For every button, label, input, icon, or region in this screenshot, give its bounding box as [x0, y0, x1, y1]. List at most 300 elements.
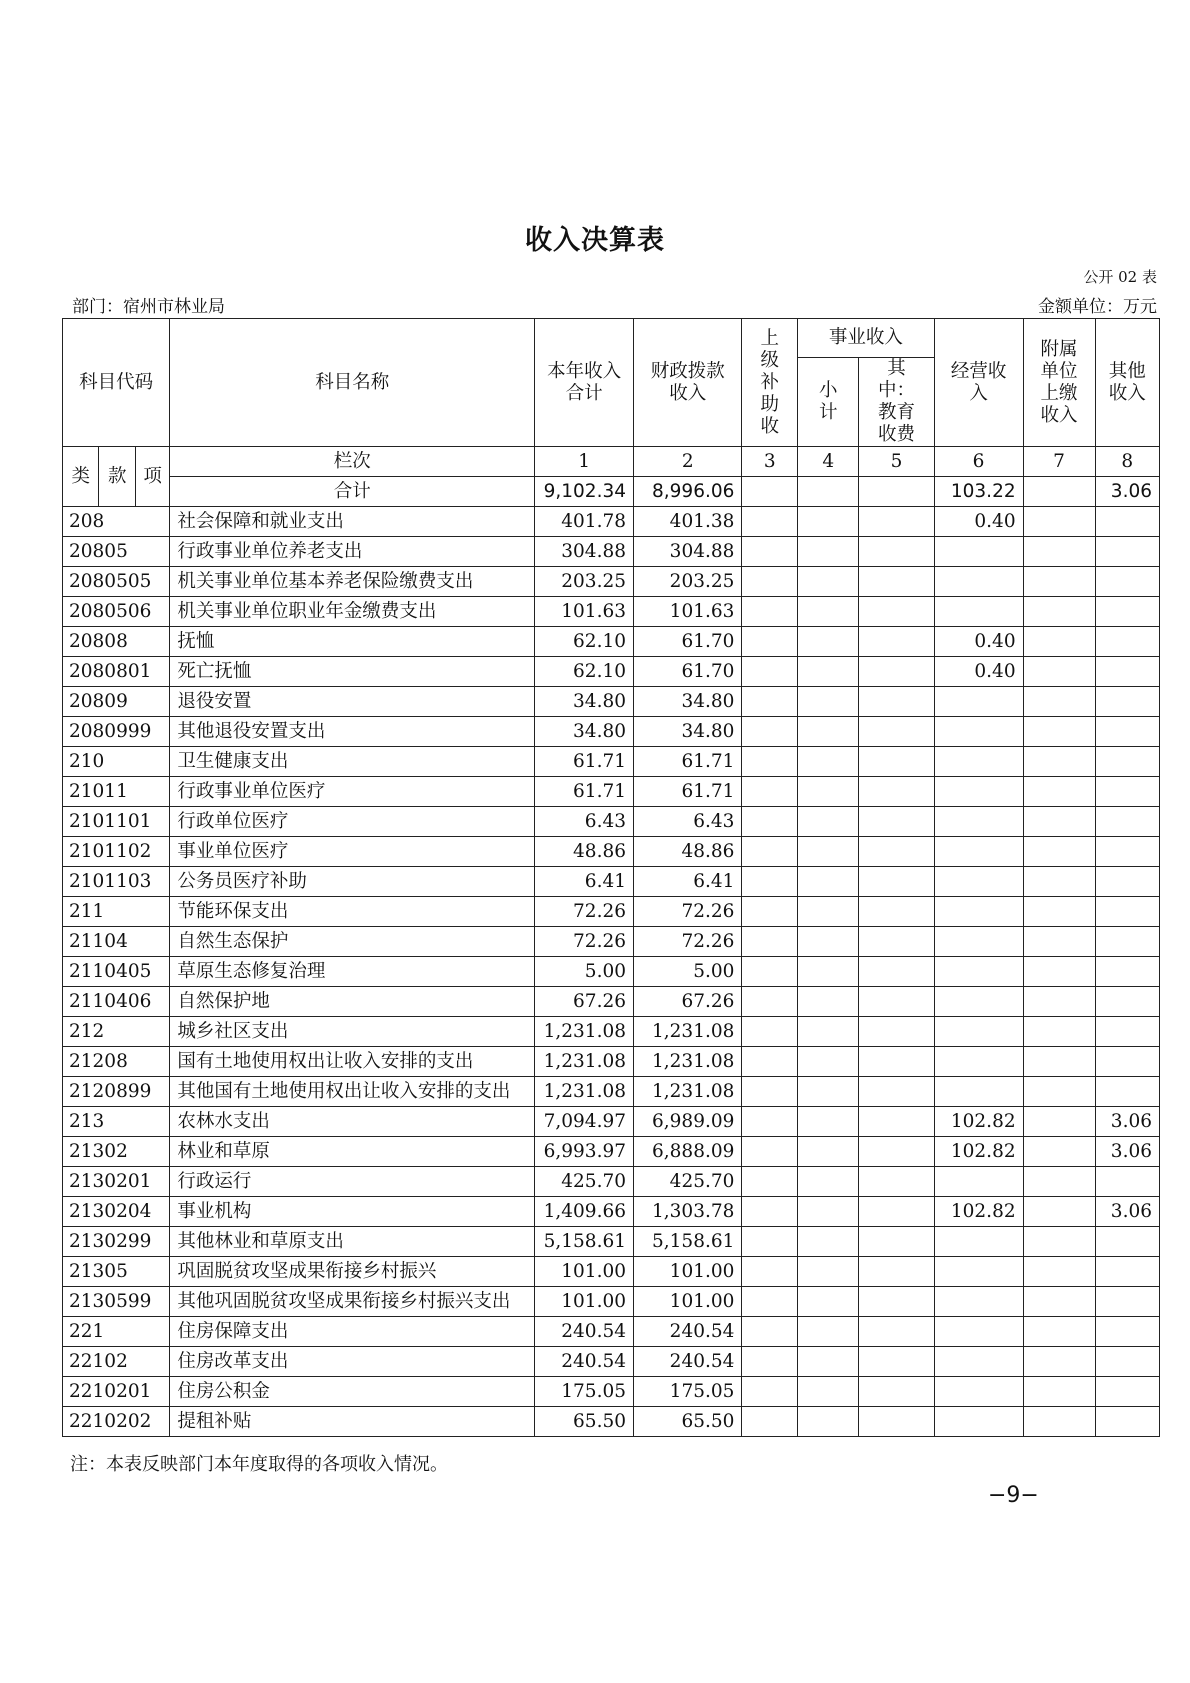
row-subtotal — [798, 1167, 859, 1197]
row-code: 21208 — [63, 1047, 170, 1077]
header-operating: 经营收入 — [934, 319, 1023, 447]
row-fiscal: 61.71 — [634, 747, 742, 777]
row-name: 公务员医疗补助 — [170, 867, 535, 897]
row-other — [1095, 567, 1159, 597]
row-affiliated — [1023, 1197, 1095, 1227]
row-fiscal: 6.41 — [634, 867, 742, 897]
table-row — [63, 1377, 1160, 1407]
row-code: 208 — [63, 507, 170, 537]
row-other — [1095, 1227, 1159, 1257]
row-operating — [934, 867, 1023, 897]
row-total: 7,094.97 — [535, 1107, 634, 1137]
row-operating — [934, 987, 1023, 1017]
row-total: 240.54 — [535, 1317, 634, 1347]
row-total: 67.26 — [535, 987, 634, 1017]
row-upper — [742, 777, 798, 807]
row-upper — [742, 1017, 798, 1047]
row-name: 其他退役安置支出 — [170, 717, 535, 747]
row-other — [1095, 1167, 1159, 1197]
row-subtotal — [798, 897, 859, 927]
row-subtotal — [798, 1197, 859, 1227]
row-operating — [934, 1227, 1023, 1257]
row-operating — [934, 597, 1023, 627]
row-upper — [742, 507, 798, 537]
row-subtotal — [798, 1407, 859, 1437]
row-affiliated — [1023, 897, 1095, 927]
row-affiliated — [1023, 987, 1095, 1017]
row-total: 1,231.08 — [535, 1017, 634, 1047]
row-fiscal: 101.00 — [634, 1257, 742, 1287]
table-row — [63, 507, 1160, 537]
row-fiscal: 72.26 — [634, 927, 742, 957]
row-code: 2110406 — [63, 987, 170, 1017]
row-total: 65.50 — [535, 1407, 634, 1437]
header-lei: 类 — [63, 447, 99, 507]
table-row — [63, 1167, 1160, 1197]
row-fiscal: 101.00 — [634, 1287, 742, 1317]
row-operating — [934, 567, 1023, 597]
row-code: 2210202 — [63, 1407, 170, 1437]
row-name: 事业机构 — [170, 1197, 535, 1227]
row-fiscal: 67.26 — [634, 987, 742, 1017]
row-total: 6,993.97 — [535, 1137, 634, 1167]
row-name: 退役安置 — [170, 687, 535, 717]
row-upper — [742, 927, 798, 957]
row-affiliated — [1023, 747, 1095, 777]
table-row — [63, 807, 1160, 837]
row-name: 提租补贴 — [170, 1407, 535, 1437]
row-fiscal: 240.54 — [634, 1347, 742, 1377]
row-affiliated — [1023, 1107, 1095, 1137]
row-upper — [742, 987, 798, 1017]
row-upper — [742, 957, 798, 987]
row-code: 2101102 — [63, 837, 170, 867]
row-edu — [859, 1347, 934, 1377]
row-code: 2210201 — [63, 1377, 170, 1407]
row-name: 行政单位医疗 — [170, 807, 535, 837]
row-total: 101.63 — [535, 597, 634, 627]
row-code: 20809 — [63, 687, 170, 717]
row-upper — [742, 687, 798, 717]
row-edu — [859, 1107, 934, 1137]
row-total: 304.88 — [535, 537, 634, 567]
row-code: 212 — [63, 1017, 170, 1047]
row-total: 5.00 — [535, 957, 634, 987]
row-upper — [742, 1197, 798, 1227]
row-upper — [742, 1407, 798, 1437]
row-other — [1095, 687, 1159, 717]
row-subtotal — [798, 957, 859, 987]
total-label: 合计 — [170, 477, 535, 507]
row-other: 3.06 — [1095, 1137, 1159, 1167]
header-fiscal: 财政拨款收入 — [634, 319, 742, 447]
row-affiliated — [1023, 1377, 1095, 1407]
row-fiscal: 1,231.08 — [634, 1077, 742, 1107]
row-affiliated — [1023, 927, 1095, 957]
row-operating — [934, 777, 1023, 807]
row-fiscal: 6,888.09 — [634, 1137, 742, 1167]
row-edu — [859, 1197, 934, 1227]
row-other — [1095, 717, 1159, 747]
row-code: 2080505 — [63, 567, 170, 597]
row-fiscal: 61.70 — [634, 627, 742, 657]
table-row — [63, 657, 1160, 687]
row-other — [1095, 537, 1159, 567]
table-row — [63, 1197, 1160, 1227]
row-code: 21305 — [63, 1257, 170, 1287]
row-name: 巩固脱贫攻坚成果衔接乡村振兴 — [170, 1257, 535, 1287]
row-fiscal: 61.70 — [634, 657, 742, 687]
row-fiscal: 34.80 — [634, 717, 742, 747]
row-upper — [742, 1377, 798, 1407]
row-edu — [859, 657, 934, 687]
row-edu — [859, 777, 934, 807]
row-affiliated — [1023, 1287, 1095, 1317]
row-affiliated — [1023, 1257, 1095, 1287]
row-other — [1095, 747, 1159, 777]
row-edu — [859, 507, 934, 537]
row-edu — [859, 1167, 934, 1197]
table-row — [63, 1347, 1160, 1377]
row-fiscal: 6,989.09 — [634, 1107, 742, 1137]
row-subtotal — [798, 777, 859, 807]
row-subtotal — [798, 987, 859, 1017]
row-subtotal — [798, 1257, 859, 1287]
row-affiliated — [1023, 1077, 1095, 1107]
header-kuan: 款 — [99, 447, 135, 507]
row-other: 3.06 — [1095, 1197, 1159, 1227]
row-operating — [934, 1407, 1023, 1437]
row-edu — [859, 957, 934, 987]
row-subtotal — [798, 1047, 859, 1077]
row-edu — [859, 897, 934, 927]
row-operating — [934, 747, 1023, 777]
row-edu — [859, 1257, 934, 1287]
row-other — [1095, 1347, 1159, 1377]
row-upper — [742, 1137, 798, 1167]
row-other — [1095, 987, 1159, 1017]
row-code: 2130201 — [63, 1167, 170, 1197]
row-total: 62.10 — [535, 627, 634, 657]
row-subtotal — [798, 717, 859, 747]
row-upper — [742, 1227, 798, 1257]
row-name: 自然生态保护 — [170, 927, 535, 957]
header-subtotal: 小计 — [798, 358, 859, 447]
row-other — [1095, 837, 1159, 867]
row-fiscal: 425.70 — [634, 1167, 742, 1197]
row-code: 21104 — [63, 927, 170, 957]
row-edu — [859, 597, 934, 627]
row-fiscal: 65.50 — [634, 1407, 742, 1437]
row-total: 48.86 — [535, 837, 634, 867]
row-code: 21302 — [63, 1137, 170, 1167]
total-sum: 9,102.34 — [535, 477, 634, 507]
header-edu-fee: 其中：教育收费 — [859, 358, 934, 447]
row-operating — [934, 717, 1023, 747]
row-affiliated — [1023, 567, 1095, 597]
row-subtotal — [798, 1317, 859, 1347]
row-other — [1095, 777, 1159, 807]
row-affiliated — [1023, 807, 1095, 837]
col-num-2: 2 — [634, 447, 742, 477]
row-affiliated — [1023, 1317, 1095, 1347]
row-affiliated — [1023, 1227, 1095, 1257]
row-fiscal: 101.63 — [634, 597, 742, 627]
row-upper — [742, 597, 798, 627]
row-other — [1095, 1287, 1159, 1317]
row-subtotal — [798, 597, 859, 627]
row-fiscal: 240.54 — [634, 1317, 742, 1347]
row-affiliated — [1023, 627, 1095, 657]
col-num-3: 3 — [742, 447, 798, 477]
row-edu — [859, 1287, 934, 1317]
row-code: 2080506 — [63, 597, 170, 627]
row-upper — [742, 657, 798, 687]
row-operating — [934, 927, 1023, 957]
row-subtotal — [798, 1377, 859, 1407]
form-number: 公开 02 表 — [1083, 268, 1157, 286]
row-fiscal: 1,231.08 — [634, 1017, 742, 1047]
row-code: 2120899 — [63, 1077, 170, 1107]
header-lanci: 栏次 — [170, 447, 535, 477]
row-code: 211 — [63, 897, 170, 927]
header-total: 本年收入合计 — [535, 319, 634, 447]
row-subtotal — [798, 1137, 859, 1167]
row-fiscal: 401.38 — [634, 507, 742, 537]
row-other — [1095, 627, 1159, 657]
row-total: 34.80 — [535, 687, 634, 717]
table-row — [63, 717, 1160, 747]
row-code: 221 — [63, 1317, 170, 1347]
row-subtotal — [798, 627, 859, 657]
row-operating: 102.82 — [934, 1137, 1023, 1167]
row-operating — [934, 1377, 1023, 1407]
row-subtotal — [798, 837, 859, 867]
row-subtotal — [798, 747, 859, 777]
row-edu — [859, 927, 934, 957]
row-total: 61.71 — [535, 777, 634, 807]
row-operating — [934, 1287, 1023, 1317]
row-upper — [742, 537, 798, 567]
row-code: 2080801 — [63, 657, 170, 687]
total-operating: 103.22 — [934, 477, 1023, 507]
row-operating — [934, 1077, 1023, 1107]
col-num-6: 6 — [934, 447, 1023, 477]
table-row — [63, 537, 1160, 567]
row-name: 自然保护地 — [170, 987, 535, 1017]
revenue-table — [62, 318, 1160, 1437]
row-fiscal: 304.88 — [634, 537, 742, 567]
footnote: 注：本表反映部门本年度取得的各项收入情况。 — [70, 1454, 448, 1475]
row-affiliated — [1023, 1407, 1095, 1437]
row-edu — [859, 1317, 934, 1347]
table-row — [63, 897, 1160, 927]
row-affiliated — [1023, 957, 1095, 987]
row-name: 事业单位医疗 — [170, 837, 535, 867]
row-affiliated — [1023, 687, 1095, 717]
col-num-4: 4 — [798, 447, 859, 477]
row-edu — [859, 1377, 934, 1407]
row-upper — [742, 1047, 798, 1077]
row-code: 21011 — [63, 777, 170, 807]
row-other — [1095, 867, 1159, 897]
row-name: 住房保障支出 — [170, 1317, 535, 1347]
row-edu — [859, 687, 934, 717]
row-other — [1095, 927, 1159, 957]
row-name: 机关事业单位基本养老保险缴费支出 — [170, 567, 535, 597]
row-operating — [934, 957, 1023, 987]
row-code: 2130204 — [63, 1197, 170, 1227]
table-row — [63, 837, 1160, 867]
table-row — [63, 927, 1160, 957]
row-total: 72.26 — [535, 927, 634, 957]
row-name: 国有土地使用权出让收入安排的支出 — [170, 1047, 535, 1077]
row-upper — [742, 717, 798, 747]
table-row — [63, 1227, 1160, 1257]
row-upper — [742, 1077, 798, 1107]
row-other — [1095, 1407, 1159, 1437]
department-label: 部门：宿州市林业局 — [72, 297, 225, 317]
row-subtotal — [798, 867, 859, 897]
row-operating — [934, 837, 1023, 867]
row-operating: 0.40 — [934, 627, 1023, 657]
row-operating — [934, 1047, 1023, 1077]
row-fiscal: 5,158.61 — [634, 1227, 742, 1257]
col-num-7: 7 — [1023, 447, 1095, 477]
row-subtotal — [798, 567, 859, 597]
row-other — [1095, 957, 1159, 987]
row-edu — [859, 747, 934, 777]
unit-label: 金额单位：万元 — [1038, 297, 1157, 317]
row-name: 抚恤 — [170, 627, 535, 657]
header-affiliated: 附属单位上缴收入 — [1023, 319, 1095, 447]
row-total: 6.41 — [535, 867, 634, 897]
table-row — [63, 1317, 1160, 1347]
row-code: 2130299 — [63, 1227, 170, 1257]
row-subtotal — [798, 687, 859, 717]
row-code: 210 — [63, 747, 170, 777]
table-row — [63, 1047, 1160, 1077]
row-name: 其他林业和草原支出 — [170, 1227, 535, 1257]
row-code: 213 — [63, 1107, 170, 1137]
row-edu — [859, 1407, 934, 1437]
table-row — [63, 1257, 1160, 1287]
row-name: 机关事业单位职业年金缴费支出 — [170, 597, 535, 627]
row-affiliated — [1023, 867, 1095, 897]
row-upper — [742, 807, 798, 837]
table-row — [63, 1137, 1160, 1167]
row-fiscal: 203.25 — [634, 567, 742, 597]
row-operating — [934, 1347, 1023, 1377]
row-affiliated — [1023, 657, 1095, 687]
row-affiliated — [1023, 1017, 1095, 1047]
row-name: 行政事业单位养老支出 — [170, 537, 535, 567]
row-affiliated — [1023, 507, 1095, 537]
row-total: 34.80 — [535, 717, 634, 747]
table-row — [63, 777, 1160, 807]
row-name: 其他巩固脱贫攻坚成果衔接乡村振兴支出 — [170, 1287, 535, 1317]
row-upper — [742, 1257, 798, 1287]
row-name: 卫生健康支出 — [170, 747, 535, 777]
row-other — [1095, 1047, 1159, 1077]
table-row — [63, 987, 1160, 1017]
row-name: 城乡社区支出 — [170, 1017, 535, 1047]
row-other — [1095, 1077, 1159, 1107]
row-upper — [742, 567, 798, 597]
row-total: 1,231.08 — [535, 1077, 634, 1107]
row-operating — [934, 1317, 1023, 1347]
row-other: 3.06 — [1095, 1107, 1159, 1137]
row-total: 101.00 — [535, 1257, 634, 1287]
row-fiscal: 175.05 — [634, 1377, 742, 1407]
header-xiang: 项 — [135, 447, 169, 507]
row-edu — [859, 567, 934, 597]
row-subtotal — [798, 1287, 859, 1317]
row-total: 6.43 — [535, 807, 634, 837]
table-row — [63, 1287, 1160, 1317]
row-total: 62.10 — [535, 657, 634, 687]
row-upper — [742, 1167, 798, 1197]
row-name: 死亡抚恤 — [170, 657, 535, 687]
row-edu — [859, 867, 934, 897]
row-fiscal: 34.80 — [634, 687, 742, 717]
row-operating — [934, 807, 1023, 837]
header-code: 科目代码 — [63, 319, 170, 447]
row-subtotal — [798, 507, 859, 537]
page-number: −9− — [988, 1483, 1039, 1508]
row-name: 行政运行 — [170, 1167, 535, 1197]
row-edu — [859, 1047, 934, 1077]
row-subtotal — [798, 657, 859, 687]
row-affiliated — [1023, 1137, 1095, 1167]
table-row — [63, 627, 1160, 657]
row-other — [1095, 1377, 1159, 1407]
row-operating — [934, 537, 1023, 567]
header-other: 其他收入 — [1095, 319, 1159, 447]
row-name: 林业和草原 — [170, 1137, 535, 1167]
table-row — [63, 867, 1160, 897]
row-name: 农林水支出 — [170, 1107, 535, 1137]
row-operating — [934, 897, 1023, 927]
row-edu — [859, 627, 934, 657]
row-affiliated — [1023, 777, 1095, 807]
row-other — [1095, 597, 1159, 627]
row-fiscal: 61.71 — [634, 777, 742, 807]
row-affiliated — [1023, 1047, 1095, 1077]
row-operating: 102.82 — [934, 1107, 1023, 1137]
row-affiliated — [1023, 837, 1095, 867]
row-total: 401.78 — [535, 507, 634, 537]
header-upper-subsidy: 上级补助收 — [742, 319, 798, 447]
row-total: 425.70 — [535, 1167, 634, 1197]
row-code: 20808 — [63, 627, 170, 657]
row-fiscal: 1,303.78 — [634, 1197, 742, 1227]
row-other — [1095, 657, 1159, 687]
row-affiliated — [1023, 597, 1095, 627]
row-upper — [742, 897, 798, 927]
row-code: 2110405 — [63, 957, 170, 987]
row-upper — [742, 1347, 798, 1377]
row-name: 住房公积金 — [170, 1377, 535, 1407]
table-row — [63, 1017, 1160, 1047]
row-subtotal — [798, 1107, 859, 1137]
row-edu — [859, 807, 934, 837]
row-fiscal: 72.26 — [634, 897, 742, 927]
row-other — [1095, 897, 1159, 927]
col-num-5: 5 — [859, 447, 934, 477]
row-subtotal — [798, 1077, 859, 1107]
row-affiliated — [1023, 717, 1095, 747]
